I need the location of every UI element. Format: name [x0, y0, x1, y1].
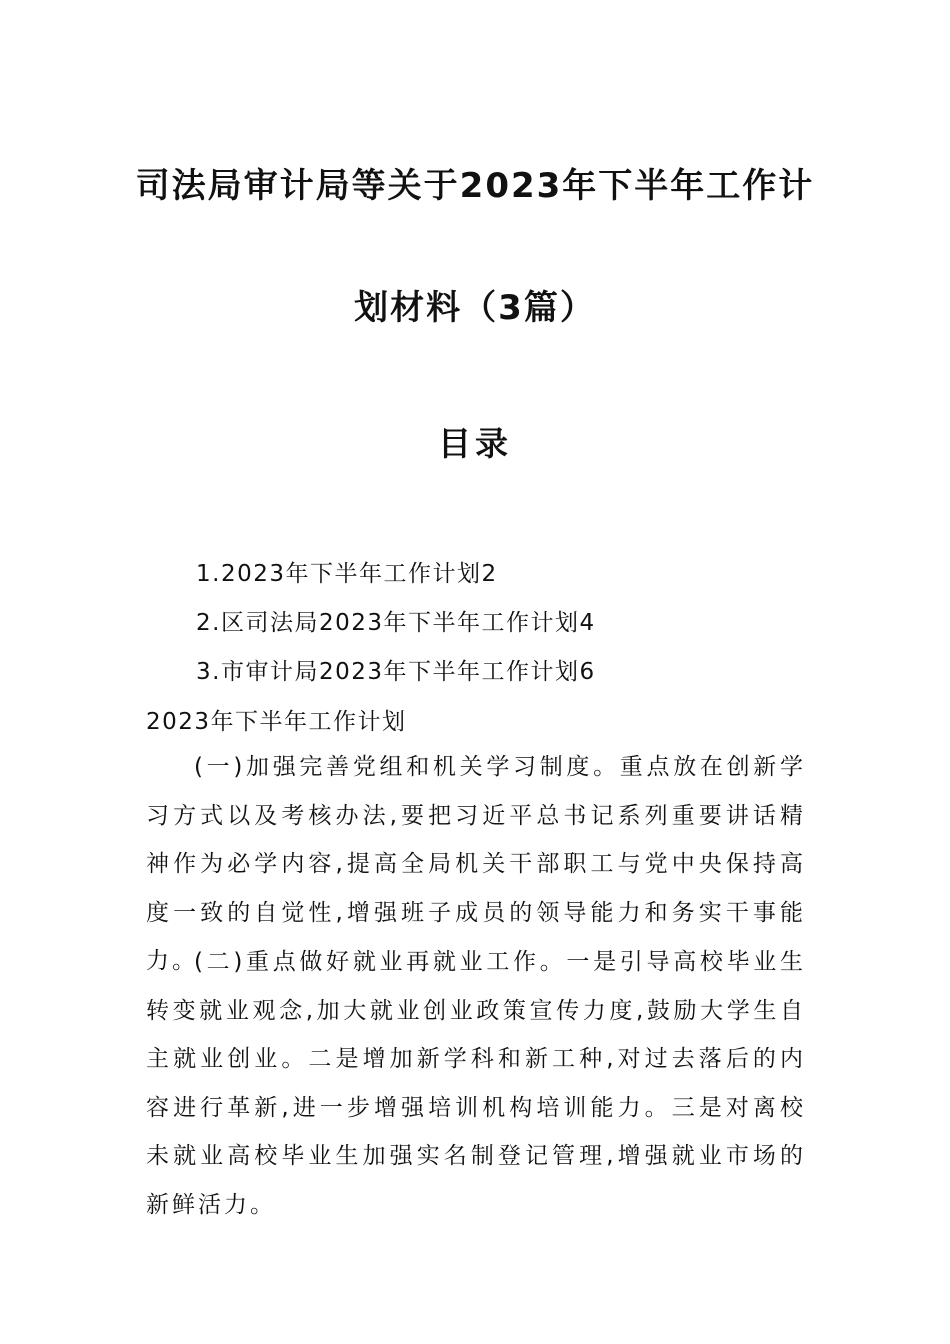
body-paragraph: (一)加强完善党组和机关学习制度。重点放在创新学习方式以及考核办法,要把习近平总书记系列重要讲话精神作为必学内容,提高全局机关干部职工与党中央保持高度一致的自觉性,增强班子成员的领导能力和务实干事能力。: [146, 754, 806, 974]
section-heading: 2023年下半年工作计划: [146, 709, 407, 735]
document-title-line-2: 划材料（3篇）: [354, 288, 596, 328]
toc-item[interactable]: 1.2023年下半年工作计划2: [196, 561, 498, 587]
toc-item[interactable]: 2.区司法局2023年下半年工作计划4: [196, 610, 596, 636]
document-title-line-1: 司法局审计局等关于2023年下半年工作计: [135, 166, 815, 206]
toc-heading: 目录: [438, 424, 512, 463]
body-paragraph: (二)重点做好就业再就业工作。一是引导高校毕业生转变就业观念,加大就业创业政策宣传力度,鼓励大学生自主就业创业。二是增加新学科和新工种,对过去落后的内容进行革新,进一步增强培训机构培训能力。三是对离校未就业高校毕业生加强实名制登记管理,增强就业市场的新鲜活力。: [146, 949, 806, 1218]
toc-item[interactable]: 3.市审计局2023年下半年工作计划6: [196, 659, 596, 685]
